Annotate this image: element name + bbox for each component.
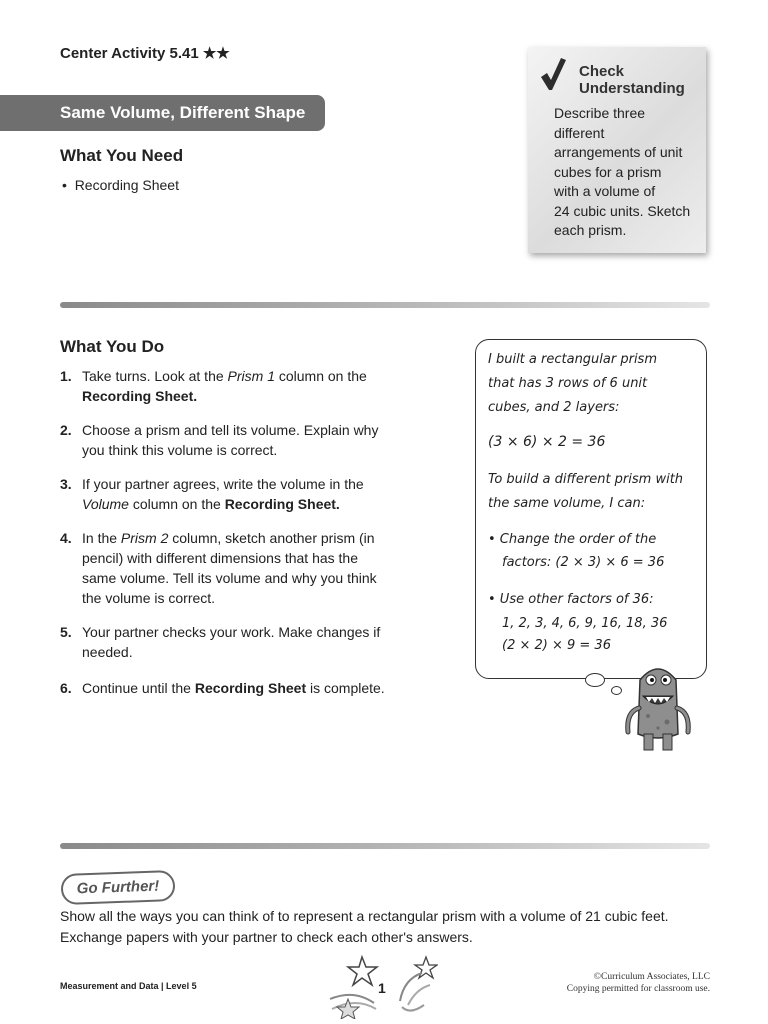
step-text bbox=[82, 420, 387, 460]
what-you-do-heading: What You Do bbox=[60, 337, 165, 356]
step-text-run: column on the bbox=[128, 496, 225, 512]
step-text bbox=[82, 528, 387, 608]
bubble-bullet: • Use other factors of 36: bbox=[488, 592, 654, 607]
italic-text: Prism 1 bbox=[227, 368, 275, 384]
bubble-equation: (2 × 2) × 9 = 36 bbox=[502, 638, 611, 653]
step-text bbox=[82, 678, 387, 698]
go-further-text: Show all the ways you can think of to represent a rectangular prism with a volume of 21 cubic feet. Exchange papers with your partner to check each other's answers. bbox=[60, 908, 669, 945]
step-number: 4. bbox=[60, 530, 72, 546]
check-line: cubes for a prism bbox=[554, 163, 662, 180]
check-line: with a volume of bbox=[554, 183, 656, 199]
permission-line: Copying permitted for classroom use. bbox=[566, 984, 710, 994]
copyright-line: ©Curriculum Associates, LLC bbox=[593, 972, 710, 982]
step-text-run: Your partner checks your work. Make changes if needed. bbox=[82, 624, 381, 660]
section-divider bbox=[60, 302, 710, 308]
what-you-need-heading: What You Need bbox=[60, 146, 184, 165]
step-number: 6. bbox=[60, 680, 72, 696]
bold-text: Recording Sheet. bbox=[224, 496, 340, 512]
step-number: 1. bbox=[60, 368, 72, 384]
bubble-line: that has 3 rows of 6 unit bbox=[488, 376, 648, 391]
page-title: Same Volume, Different Shape bbox=[0, 95, 325, 131]
bubble-line: factors: (2 × 3) × 6 = 36 bbox=[502, 555, 665, 570]
factor-list: 1, 2, 3, 4, 6, 9, 16, 18, 36 bbox=[502, 616, 668, 631]
footer-copyright bbox=[520, 971, 710, 995]
step-text-run: Take turns. Look at the bbox=[82, 368, 228, 384]
check-line: different bbox=[554, 124, 605, 141]
bubble-line: cubes, and 2 layers: bbox=[488, 400, 620, 415]
step-text-run: is complete. bbox=[306, 680, 385, 696]
bubble-equation: (3 × 6) × 2 = 36 bbox=[488, 434, 606, 450]
step-text-run: column, sketch another prism (in pencil) with different dimensions that has the same volume. Tell its volume and why you think the volume is correct. bbox=[82, 530, 377, 606]
step-text bbox=[82, 622, 387, 662]
checkmark-icon bbox=[540, 57, 566, 91]
monster-mascot-icon bbox=[620, 662, 696, 754]
check-line: arrangements of unit bbox=[554, 144, 683, 160]
bold-text: Recording Sheet. bbox=[82, 388, 198, 404]
step-number: 2. bbox=[60, 422, 72, 438]
check-title-line2: Understanding bbox=[579, 80, 685, 97]
bubble-line: To build a different prism with bbox=[488, 472, 684, 487]
footer-course: Measurement and Data | Level 5 bbox=[60, 981, 197, 991]
step-text bbox=[82, 474, 387, 514]
step-text-run: In the bbox=[82, 530, 121, 546]
bold-text: Recording Sheet bbox=[194, 680, 307, 696]
need-item-label: Recording Sheet bbox=[74, 177, 179, 193]
check-line: each prism. bbox=[554, 222, 627, 238]
step-text bbox=[82, 366, 387, 406]
bubble-line: the same volume, I can: bbox=[488, 496, 646, 511]
section-divider bbox=[60, 843, 710, 849]
check-line: 24 cubic units. Sketch bbox=[554, 202, 691, 219]
step-number: 3. bbox=[60, 476, 72, 492]
check-understanding-card bbox=[528, 47, 706, 253]
check-understanding-text bbox=[554, 104, 696, 241]
need-list-item: • Recording Sheet bbox=[62, 177, 179, 193]
thought-bubble bbox=[475, 339, 707, 679]
page-number: 1 bbox=[378, 980, 386, 996]
check-understanding-title bbox=[579, 63, 699, 97]
bubble-line: I built a rectangular prism bbox=[488, 352, 657, 367]
step-text-run: Continue until the bbox=[82, 680, 195, 696]
step-text-run: column on the bbox=[274, 368, 367, 384]
step-text-run: If your partner agrees, write the volume in the bbox=[82, 476, 364, 492]
step-text-run: Choose a prism and tell its volume. Explain why you think this volume is correct. bbox=[82, 422, 379, 458]
check-line: Describe three bbox=[554, 105, 646, 121]
activity-label: Center Activity 5.41 ★★ bbox=[60, 45, 230, 62]
step-number: 5. bbox=[60, 624, 72, 640]
check-title-line1: Check bbox=[579, 63, 625, 80]
go-further-badge: Go Further! bbox=[60, 870, 175, 905]
italic-text: Volume bbox=[82, 496, 129, 512]
italic-text: Prism 2 bbox=[120, 530, 169, 546]
bubble-bullet: • Change the order of the bbox=[488, 532, 657, 547]
thought-dot bbox=[585, 673, 605, 687]
